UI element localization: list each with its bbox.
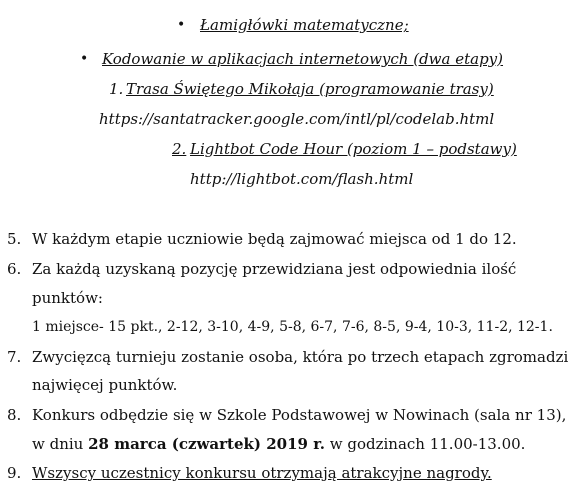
item-7-number: 7. (7, 348, 22, 366)
item-6-scoring: 1 miejsce- 15 pkt., 2-12, 3-10, 4-9, 5-8, 6-7, 7-6, 8-5, 9-4, 10-3, 11-2, 12-1. (32, 319, 553, 335)
item-8-date-bold: 28 marca (czwartek) 2019 r. (88, 435, 325, 453)
item-9-text: Wszyscy uczestnicy konkursu otrzymają atrakcyjne nagrody. (32, 464, 492, 482)
stage-1-number: 1. (109, 80, 124, 98)
item-8-number: 8. (7, 406, 22, 424)
item-9-number: 9. (7, 464, 22, 482)
item-8-date-prefix: w dniu (32, 435, 89, 453)
bullet-item-puzzles: Łamigłówki matematyczne; (200, 16, 409, 34)
item-8-date-suffix: w godzinach 11.00-13.00. (324, 435, 526, 453)
bullet-item-coding: Kodowanie w aplikacjach internetowych (dwa etapy) (102, 50, 504, 68)
item-6-text-line2: punktów: (32, 289, 103, 307)
stage-2-number: 2. (172, 140, 187, 158)
item-8-text-line1: Konkurs odbędzie się w Szkole Podstawowej w Nowinach (sala nr 13), (32, 406, 567, 424)
item-8-text-line2 (32, 434, 525, 454)
stage-2-url[interactable]: http://lightbot.com/flash.html (190, 170, 414, 188)
stage-2-title: Lightbot Code Hour (poziom 1 – podstawy) (190, 140, 517, 158)
item-6-number: 6. (7, 260, 22, 278)
item-7-text-line1: Zwycięzcą turnieju zostanie osoba, która po trzech etapach zgromadzi (32, 348, 569, 366)
bullet-marker: • (80, 51, 89, 67)
item-6-text-line1: Za każdą uzyskaną pozycję przewidziana jest odpowiednia ilość (32, 260, 517, 278)
item-7-text-line2: najwięcej punktów. (32, 376, 178, 394)
bullet-marker: • (177, 17, 186, 33)
stage-1-url[interactable]: https://santatracker.google.com/intl/pl/codelab.html (99, 110, 495, 128)
item-5-text: W każdym etapie uczniowie będą zajmować miejsca od 1 do 12. (32, 230, 517, 248)
item-5-number: 5. (7, 230, 22, 248)
stage-1-title: Trasa Świętego Mikołaja (programowanie trasy) (126, 80, 494, 98)
